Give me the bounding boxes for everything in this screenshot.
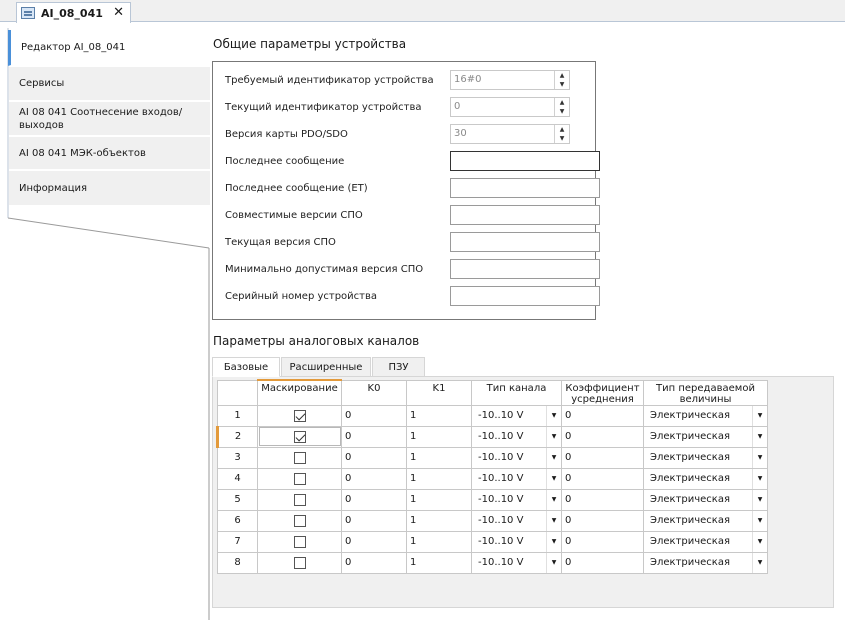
quantity-type-cell[interactable]	[644, 552, 768, 573]
tab-extended[interactable]	[281, 357, 371, 377]
nav-item-label: Редактор AI_08_041	[21, 42, 126, 53]
row-number: 7	[218, 531, 258, 552]
row-number: 1	[218, 405, 258, 426]
table-row	[218, 552, 768, 573]
averaging-cell[interactable]	[562, 405, 644, 426]
quantity-type-cell[interactable]	[644, 447, 768, 468]
averaging-value: 0	[565, 536, 572, 547]
document-tab-label: AI_08_041	[41, 6, 103, 20]
k1-value: 1	[410, 410, 417, 421]
channel-type-value: -10..10 V	[478, 535, 524, 547]
k1-cell[interactable]	[407, 426, 472, 447]
channel-type-value: -10..10 V	[478, 430, 524, 442]
table-row	[218, 447, 768, 468]
k0-value: 0	[345, 557, 352, 568]
nav-item-label: Информация	[19, 182, 88, 194]
mask-checkbox[interactable]	[294, 410, 306, 422]
k0-cell[interactable]	[342, 468, 407, 489]
chevron-down-icon[interactable]: ▼	[546, 553, 561, 573]
last-message-field[interactable]	[450, 151, 600, 171]
channel-type-cell[interactable]	[472, 531, 562, 552]
col-header-averaging[interactable]: Коэффициент усреднения	[562, 380, 644, 405]
k0-value: 0	[345, 452, 352, 463]
col-header-mask[interactable]: Маскирование	[258, 380, 342, 405]
param-row-pdo-version	[225, 123, 585, 145]
chevron-down-icon[interactable]: ▼	[546, 448, 561, 468]
nav-item-label: Сервисы	[19, 78, 65, 89]
channel-type-value: -10..10 V	[478, 472, 524, 484]
table-row	[218, 426, 768, 447]
mask-cell	[258, 489, 342, 510]
quantity-type-value: Электрическая	[650, 493, 730, 505]
channel-type-cell[interactable]	[472, 405, 562, 426]
param-label: Совместимые версии СПО	[225, 209, 363, 221]
averaging-cell[interactable]	[562, 531, 644, 552]
averaging-cell[interactable]	[562, 447, 644, 468]
k0-value: 0	[345, 473, 352, 484]
tab-label: Расширенные	[289, 361, 363, 373]
chevron-down-icon[interactable]: ▼	[752, 490, 767, 510]
serial-number-field[interactable]	[450, 286, 600, 306]
k1-value: 1	[410, 494, 417, 505]
quantity-type-value: Электрическая	[650, 472, 730, 484]
param-label: Версия карты PDO/SDO	[225, 128, 348, 140]
chevron-down-icon[interactable]: ▼	[546, 532, 561, 552]
averaging-value: 0	[565, 515, 572, 526]
nav-item-label: AI 08 041 МЭК-объектов	[19, 147, 146, 159]
k1-value: 1	[410, 473, 417, 484]
param-row-serial-number	[225, 285, 585, 307]
col-header-k0[interactable]: K0	[342, 380, 407, 405]
averaging-value: 0	[565, 494, 572, 505]
table-row	[218, 510, 768, 531]
quantity-type-value: Электрическая	[650, 514, 730, 526]
k1-value: 1	[410, 536, 417, 547]
k0-cell[interactable]	[342, 531, 407, 552]
spin-up-icon[interactable]: ▲	[559, 99, 565, 106]
k0-value: 0	[345, 536, 352, 547]
mask-cell	[258, 405, 342, 426]
table-header-row	[218, 380, 768, 405]
mask-cell	[258, 531, 342, 552]
param-row-current-id	[225, 96, 585, 118]
k1-value: 1	[410, 557, 417, 568]
param-label: Последнее сообщение	[225, 155, 345, 167]
param-row-current-version	[225, 231, 585, 253]
mask-checkbox[interactable]	[294, 557, 306, 569]
averaging-cell[interactable]	[562, 489, 644, 510]
tab-rom[interactable]	[372, 357, 425, 377]
chevron-down-icon[interactable]: ▼	[752, 532, 767, 552]
table-row	[218, 468, 768, 489]
quantity-type-value: Электрическая	[650, 451, 730, 463]
current-id-spinner[interactable]	[450, 97, 570, 117]
averaging-value: 0	[565, 410, 572, 421]
k1-cell[interactable]	[407, 405, 472, 426]
param-row-last-message	[225, 150, 585, 172]
channel-type-cell[interactable]	[472, 447, 562, 468]
mask-checkbox[interactable]	[294, 494, 306, 506]
spinner-value: 16#0	[454, 74, 482, 85]
quantity-type-value: Электрическая	[650, 430, 730, 442]
spin-down-icon[interactable]: ▼	[559, 81, 565, 88]
chevron-down-icon[interactable]: ▼	[752, 553, 767, 573]
param-label: Последнее сообщение (ET)	[225, 182, 368, 194]
chevron-down-icon[interactable]: ▼	[546, 427, 561, 447]
device-icon	[21, 7, 35, 19]
k1-cell[interactable]	[407, 468, 472, 489]
k0-cell[interactable]	[342, 447, 407, 468]
spin-down-icon[interactable]: ▼	[559, 135, 565, 142]
table-row	[218, 405, 768, 426]
general-params-group	[212, 61, 596, 320]
mask-checkbox[interactable]	[294, 452, 306, 464]
quantity-type-cell[interactable]	[644, 531, 768, 552]
k1-value: 1	[410, 515, 417, 526]
pdo-version-spinner[interactable]	[450, 124, 570, 144]
channel-type-value: -10..10 V	[478, 556, 524, 568]
channel-type-value: -10..10 V	[478, 493, 524, 505]
row-number: 2	[218, 426, 258, 447]
param-row-compatible-versions	[225, 204, 585, 226]
averaging-cell[interactable]	[562, 468, 644, 489]
row-number: 5	[218, 489, 258, 510]
k0-cell[interactable]	[342, 426, 407, 447]
nav-item-information[interactable]	[9, 171, 210, 206]
close-icon[interactable]: ✕	[113, 5, 124, 20]
compatible-versions-field[interactable]	[450, 205, 600, 225]
chevron-down-icon[interactable]: ▼	[546, 469, 561, 489]
quantity-type-value: Электрическая	[650, 556, 730, 568]
mask-checkbox[interactable]	[294, 515, 306, 527]
k0-value: 0	[345, 410, 352, 421]
param-row-min-version	[225, 258, 585, 280]
current-version-field[interactable]	[450, 232, 600, 252]
row-number: 8	[218, 552, 258, 573]
tab-label: ПЗУ	[388, 361, 409, 373]
quantity-type-cell[interactable]	[644, 405, 768, 426]
param-label: Минимально допустимая версия СПО	[225, 263, 424, 275]
channel-type-cell[interactable]	[472, 426, 562, 447]
row-number: 6	[218, 510, 258, 531]
k0-value: 0	[345, 515, 352, 526]
k0-cell[interactable]	[342, 405, 407, 426]
mask-cell	[258, 468, 342, 489]
table-row	[218, 489, 768, 510]
nav-item-services[interactable]	[9, 67, 210, 101]
quantity-type-cell[interactable]	[644, 510, 768, 531]
averaging-value: 0	[565, 431, 572, 442]
mask-cell	[258, 510, 342, 531]
k1-cell[interactable]	[407, 531, 472, 552]
k1-cell[interactable]	[407, 447, 472, 468]
channel-type-cell[interactable]	[472, 552, 562, 573]
tab-label: Базовые	[223, 361, 269, 373]
quantity-type-value: Электрическая	[650, 535, 730, 547]
chevron-down-icon[interactable]: ▼	[546, 511, 561, 531]
mask-checkbox[interactable]	[294, 473, 306, 485]
last-message-et-field[interactable]	[450, 178, 600, 198]
averaging-value: 0	[565, 557, 572, 568]
spinner-value: 30	[454, 128, 467, 139]
nav-item-iec-objects[interactable]	[9, 137, 210, 170]
nav-item-label: AI 08 041 Соотнесение входов/выходов	[19, 106, 183, 131]
mask-checkbox[interactable]	[294, 536, 306, 548]
nav-item-io-mapping[interactable]	[9, 102, 210, 136]
k1-cell[interactable]	[407, 489, 472, 510]
col-header-channel-type[interactable]: Тип канала	[472, 380, 562, 405]
k0-cell[interactable]	[342, 510, 407, 531]
chevron-down-icon[interactable]: ▼	[752, 406, 767, 426]
min-version-field[interactable]	[450, 259, 600, 279]
chevron-down-icon[interactable]: ▼	[752, 427, 767, 447]
document-tab-strip	[0, 0, 845, 22]
col-header-quantity-type[interactable]: Тип передаваемой величины	[644, 380, 768, 405]
row-number: 4	[218, 468, 258, 489]
quantity-type-cell[interactable]	[644, 468, 768, 489]
averaging-value: 0	[565, 452, 572, 463]
mask-cell	[258, 447, 342, 468]
chevron-down-icon[interactable]: ▼	[546, 406, 561, 426]
k1-value: 1	[410, 431, 417, 442]
param-row-required-id	[225, 69, 585, 91]
editor-nav	[0, 22, 210, 620]
table-row	[218, 531, 768, 552]
document-tab[interactable]	[16, 2, 131, 23]
quantity-type-cell[interactable]	[644, 426, 768, 447]
mask-checkbox[interactable]	[294, 431, 306, 443]
channel-type-cell[interactable]	[472, 510, 562, 531]
analog-params-title: Параметры аналоговых каналов	[213, 334, 420, 348]
general-params-title: Общие параметры устройства	[213, 37, 407, 51]
channel-type-value: -10..10 V	[478, 514, 524, 526]
k0-value: 0	[345, 431, 352, 442]
row-number: 3	[218, 447, 258, 468]
spin-up-icon[interactable]: ▲	[559, 72, 565, 79]
channel-type-value: -10..10 V	[478, 451, 524, 463]
chevron-down-icon[interactable]: ▼	[546, 490, 561, 510]
averaging-cell[interactable]	[562, 552, 644, 573]
spin-down-icon[interactable]: ▼	[559, 108, 565, 115]
nav-item-editor[interactable]	[8, 30, 209, 66]
tab-basic[interactable]	[212, 357, 280, 377]
k0-value: 0	[345, 494, 352, 505]
col-header-k1[interactable]: K1	[407, 380, 472, 405]
mask-cell	[258, 426, 342, 447]
param-label: Текущая версия СПО	[225, 236, 336, 248]
spin-up-icon[interactable]: ▲	[559, 126, 565, 133]
k0-cell[interactable]	[342, 489, 407, 510]
channels-table	[216, 379, 768, 574]
param-label: Текущий идентификатор устройства	[225, 101, 422, 113]
k1-cell[interactable]	[407, 552, 472, 573]
chevron-down-icon[interactable]: ▼	[752, 511, 767, 531]
averaging-cell[interactable]	[562, 426, 644, 447]
channel-type-value: -10..10 V	[478, 409, 524, 421]
channel-type-cell[interactable]	[472, 468, 562, 489]
quantity-type-cell[interactable]	[644, 489, 768, 510]
param-row-last-message-et	[225, 177, 585, 199]
required-id-spinner[interactable]	[450, 70, 570, 90]
k1-cell[interactable]	[407, 510, 472, 531]
col-header-index	[218, 380, 258, 405]
quantity-type-value: Электрическая	[650, 409, 730, 421]
averaging-cell[interactable]	[562, 510, 644, 531]
k0-cell[interactable]	[342, 552, 407, 573]
param-label: Требуемый идентификатор устройства	[225, 74, 434, 86]
mask-cell	[258, 552, 342, 573]
chevron-down-icon[interactable]: ▼	[752, 448, 767, 468]
chevron-down-icon[interactable]: ▼	[752, 469, 767, 489]
k1-value: 1	[410, 452, 417, 463]
averaging-value: 0	[565, 473, 572, 484]
param-label: Серийный номер устройства	[225, 290, 378, 302]
spinner-value: 0	[454, 101, 461, 112]
channel-type-cell[interactable]	[472, 489, 562, 510]
